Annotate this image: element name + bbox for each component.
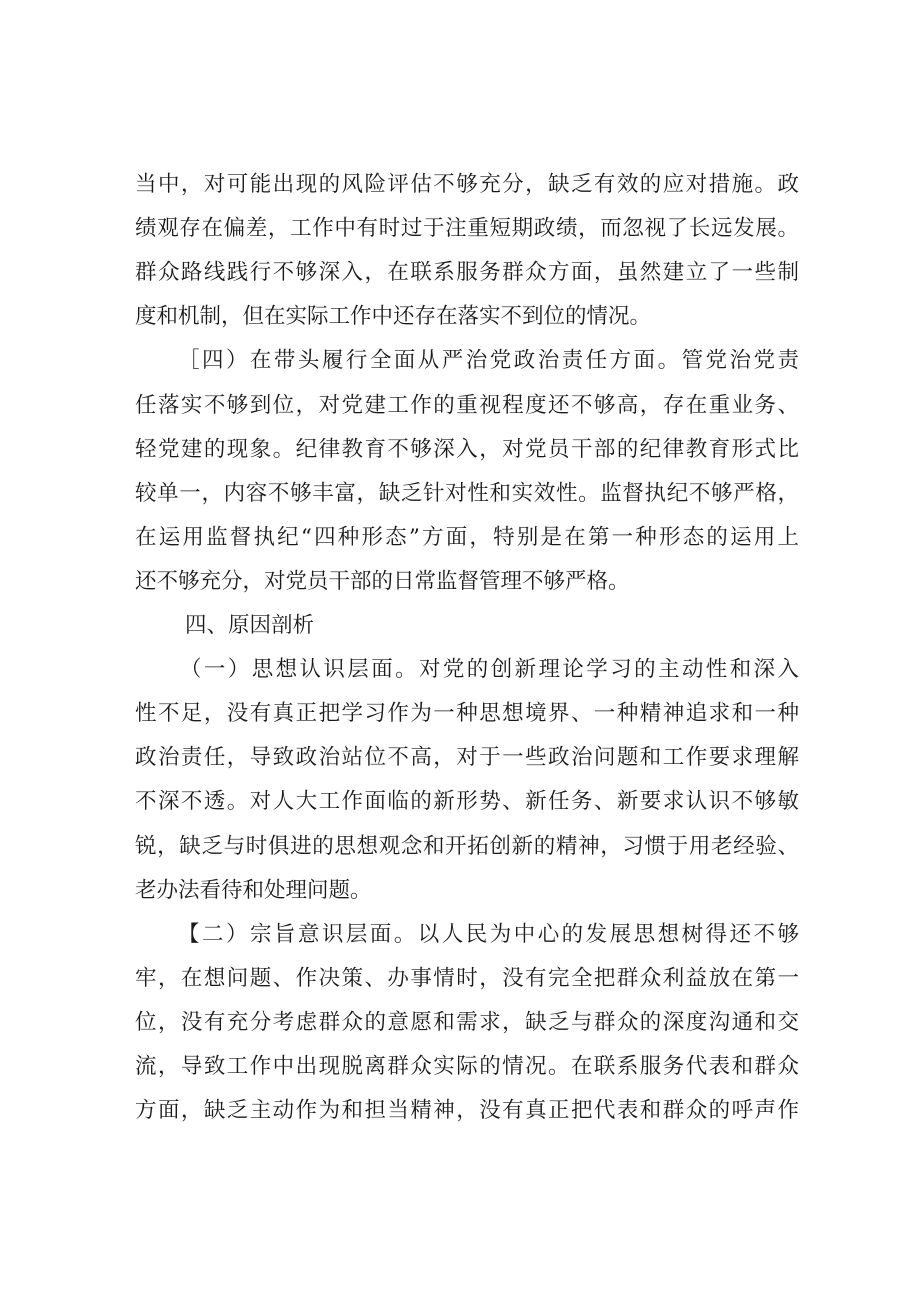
text-line: 轻党建的现象。纪律教育不够深入，对党员干部的纪律教育形式比 — [135, 437, 799, 462]
text-line: 牢，在想问题、作决策、办事情时，没有完全把群众利益放在第一 — [135, 966, 799, 991]
text-line: 不深不透。对人大工作面临的新形势、新任务、新要求认识不够敏 — [135, 789, 799, 814]
section-heading: 四、原因剖析 — [185, 613, 315, 638]
text-line: 方面，缺乏主动作为和担当精神，没有真正把代表和群众的呼声作 — [135, 1098, 799, 1123]
text-line: 老办法看待和处理问题。 — [135, 878, 372, 903]
paragraph-first-line: 【二）宗旨意识层面。以人民为中心的发展思想树得还不够 — [178, 922, 799, 947]
text-line: 流，导致工作中出现脱离群众实际的情况。在联系服务代表和群众 — [135, 1054, 799, 1079]
text-line: 政治责任，导致政治站位不高，对于一些政治问题和工作要求理解 — [135, 745, 799, 770]
text-line: 在运用监督执纪“四种形态”方面，特别是在第一种形态的运用上 — [135, 525, 799, 550]
text-line: 性不足，没有真正把学习作为一种思想境界、一种精神追求和一种 — [135, 701, 799, 726]
text-line: 群众路线践行不够深入，在联系服务群众方面，虽然建立了一些制 — [135, 260, 799, 285]
paragraph-first-line: ［四）在带头履行全面从严治党政治责任方面。管党治党责 — [178, 348, 799, 373]
text-line: 较单一，内容不够丰富，缺乏针对性和实效性。监督执纪不够严格， — [135, 481, 799, 506]
text-line: 锐，缺乏与时俱进的思想观念和开拓创新的精神，习惯于用老经验、 — [135, 834, 799, 859]
text-line: 当中，对可能出现的风险评估不够充分，缺乏有效的应对措施。政 — [135, 172, 799, 197]
paragraph-first-line: （一）思想认识层面。对党的创新理论学习的主动性和深入 — [180, 657, 799, 682]
text-line: 还不够充分，对党员干部的日常监督管理不够严格。 — [135, 569, 630, 594]
text-line: 绩观存在偏差，工作中有时过于注重短期政绩，而忽视了长远发展。 — [135, 216, 799, 241]
text-line: 位，没有充分考虑群众的意愿和需求，缺乏与群众的深度沟通和交 — [135, 1010, 799, 1035]
text-line: 度和机制，但在实际工作中还存在落实不到位的情况。 — [135, 304, 652, 329]
text-line: 任落实不够到位，对党建工作的重视程度还不够高，存在重业务、 — [135, 393, 799, 418]
